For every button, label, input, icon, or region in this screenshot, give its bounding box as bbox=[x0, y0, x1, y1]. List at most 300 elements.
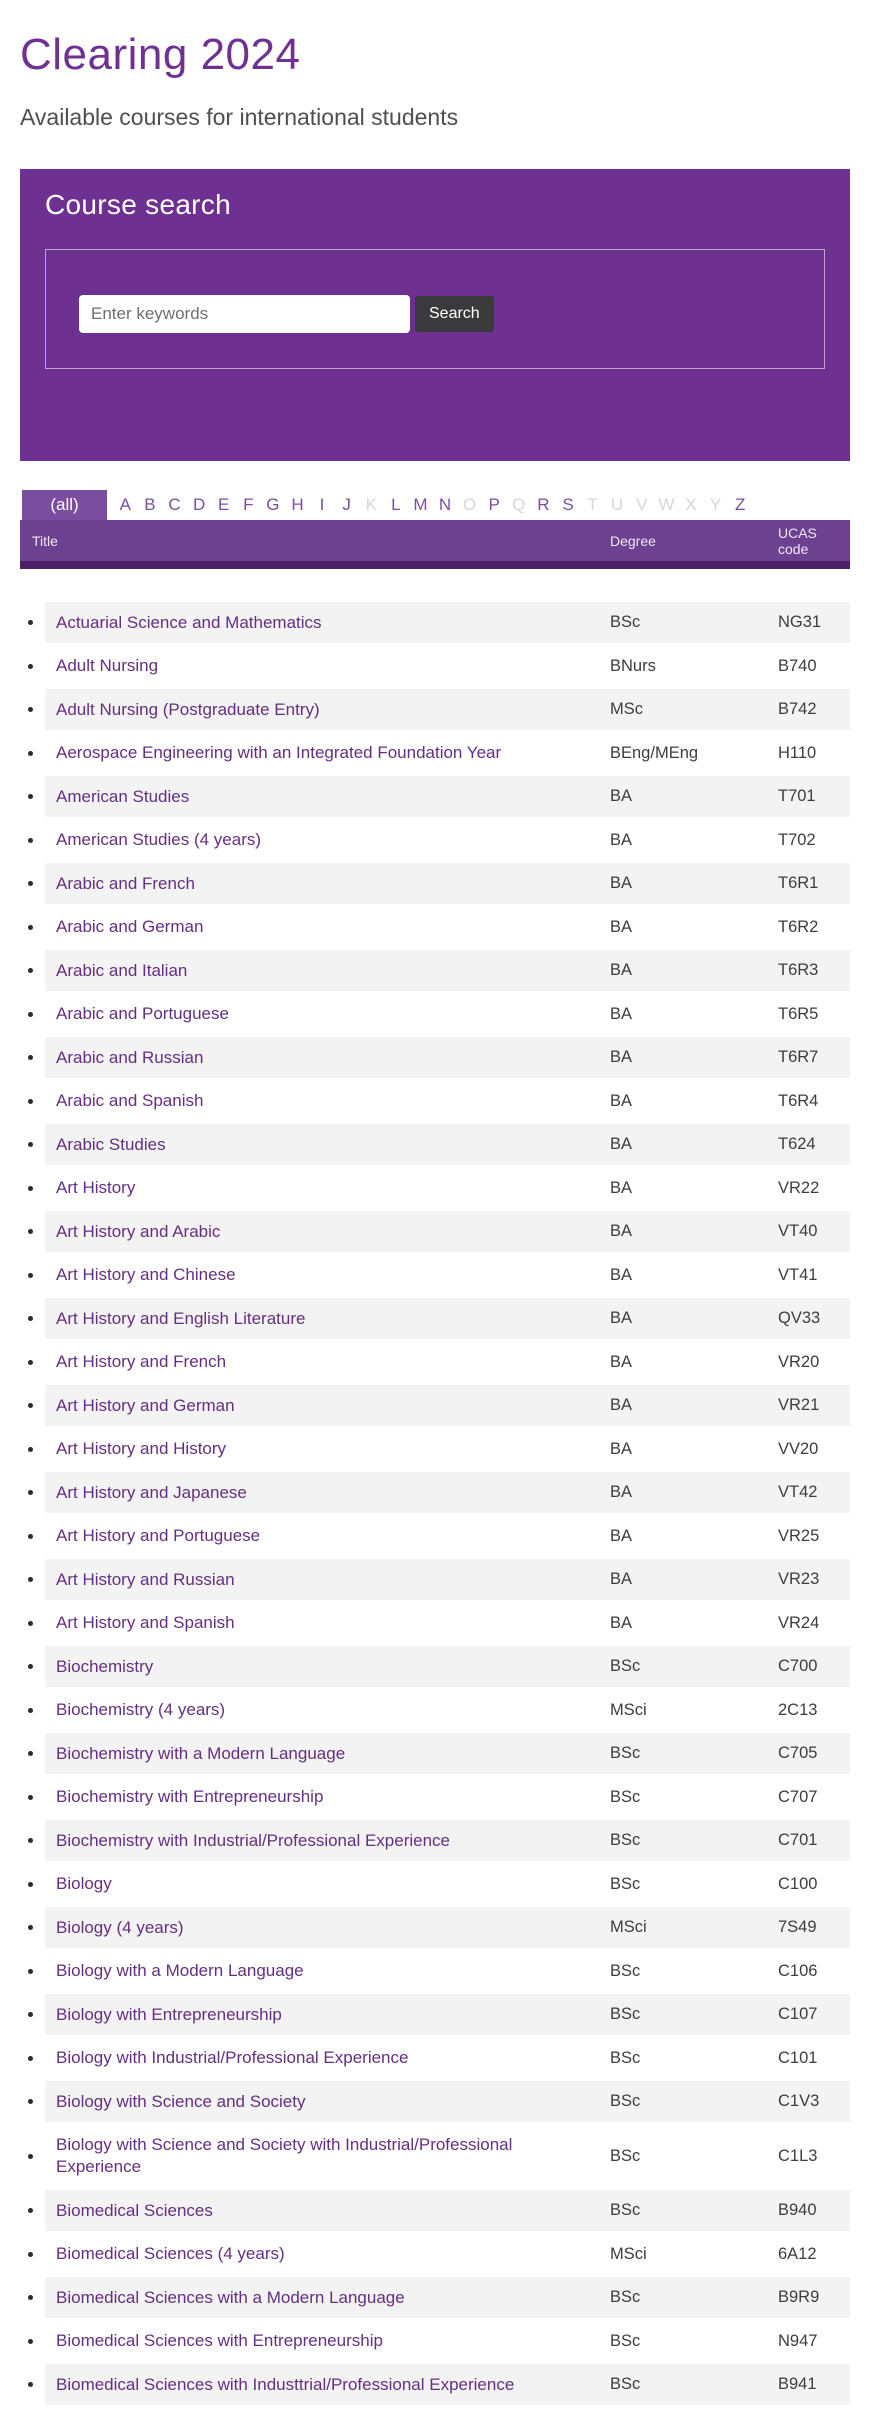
row-stripe bbox=[45, 1472, 850, 1513]
course-title-cell bbox=[45, 1395, 610, 1417]
row-stripe bbox=[45, 2125, 850, 2188]
letter-filter-a[interactable]: A bbox=[119, 495, 131, 514]
course-ucas-code-cell: B740 bbox=[778, 656, 817, 675]
row-stripe bbox=[45, 689, 850, 730]
bullet-icon bbox=[28, 1186, 33, 1191]
course-degree-cell: BA bbox=[610, 1178, 633, 1197]
search-button[interactable]: Search bbox=[415, 296, 494, 332]
row-stripe bbox=[45, 907, 850, 948]
course-ucas-code-cell: B940 bbox=[778, 2201, 817, 2219]
table-row bbox=[20, 1951, 850, 1992]
page-subtitle: Available courses for international students bbox=[20, 104, 459, 130]
letter-filter-q: Q bbox=[512, 495, 526, 514]
bullet-cell bbox=[20, 1733, 45, 1774]
table-row bbox=[20, 2321, 850, 2362]
course-degree-cell: BSc bbox=[610, 2005, 641, 2023]
row-stripe bbox=[45, 1124, 850, 1165]
table-row bbox=[20, 863, 850, 904]
table-row bbox=[20, 1298, 850, 1339]
table-row bbox=[20, 1124, 850, 1165]
row-stripe bbox=[45, 1429, 850, 1470]
row-stripe bbox=[45, 1690, 850, 1731]
bullet-icon bbox=[28, 620, 33, 625]
table-row bbox=[20, 1777, 850, 1818]
course-ucas-code-cell: C101 bbox=[778, 2048, 818, 2067]
course-title-cell bbox=[45, 1873, 610, 1895]
course-degree-cell: BA bbox=[610, 830, 633, 849]
table-row bbox=[20, 689, 850, 730]
course-ucas-code-cell: VR24 bbox=[778, 1613, 820, 1632]
course-title-link[interactable]: Arabic Studies bbox=[56, 1134, 166, 1154]
bullet-icon bbox=[28, 2056, 33, 2061]
course-ucas-code-cell: C701 bbox=[778, 1831, 818, 1849]
course-title-link[interactable]: Biology bbox=[56, 1874, 112, 1893]
table-header bbox=[20, 520, 850, 569]
course-title-link[interactable]: American Studies bbox=[56, 786, 190, 806]
course-title-link[interactable]: Art History and Chinese bbox=[56, 1265, 236, 1284]
course-degree-cell: BSc bbox=[610, 2375, 641, 2393]
course-title-link[interactable]: Biology with Science and Society bbox=[56, 2091, 306, 2111]
course-title-cell bbox=[45, 1264, 610, 1286]
letter-filter-j[interactable]: J bbox=[342, 495, 351, 514]
row-stripe bbox=[45, 863, 850, 904]
search-input[interactable] bbox=[79, 295, 410, 333]
table-row bbox=[20, 1559, 850, 1600]
course-title-link[interactable]: Biology with a Modern Language bbox=[56, 1961, 304, 1980]
course-title-cell bbox=[45, 829, 610, 851]
table-row bbox=[20, 776, 850, 817]
bullet-icon bbox=[28, 751, 33, 756]
letter-filter-o: O bbox=[462, 495, 477, 514]
course-title-link[interactable]: Art History and Spanish bbox=[56, 1613, 235, 1632]
course-title-cell bbox=[45, 1090, 610, 1112]
course-title-link[interactable]: Art History bbox=[56, 1178, 136, 1197]
course-title-cell bbox=[45, 1612, 610, 1634]
course-title-link[interactable]: Arabic and Spanish bbox=[56, 1091, 204, 1110]
course-degree-cell: BA bbox=[610, 1352, 633, 1371]
course-title-cell bbox=[45, 742, 610, 764]
row-stripe bbox=[45, 1951, 850, 1992]
course-title-cell bbox=[45, 1221, 610, 1243]
bullet-icon bbox=[28, 968, 33, 973]
course-title-cell bbox=[45, 1960, 610, 1982]
search-row bbox=[79, 295, 824, 333]
course-ucas-code-cell: T6R3 bbox=[778, 961, 819, 979]
letter-filter-l[interactable]: L bbox=[391, 495, 401, 514]
course-degree-cell: BA bbox=[610, 787, 633, 805]
course-title-cell bbox=[45, 2374, 610, 2396]
letter-filter-z[interactable]: Z bbox=[734, 495, 746, 514]
course-title-cell bbox=[45, 1569, 610, 1591]
course-title-link[interactable]: Biochemistry with a Modern Language bbox=[56, 1743, 346, 1763]
course-title-link[interactable]: Art History and Russian bbox=[56, 1569, 235, 1589]
row-stripe bbox=[45, 2190, 850, 2231]
row-stripe bbox=[45, 1298, 850, 1339]
course-ucas-code-cell: N947 bbox=[778, 2331, 818, 2350]
course-title-cell bbox=[45, 1656, 610, 1678]
bullet-icon bbox=[28, 2012, 33, 2017]
bullet-cell bbox=[20, 820, 45, 861]
course-title-cell bbox=[45, 1351, 610, 1373]
course-title-cell bbox=[45, 2134, 610, 2178]
course-title-cell bbox=[45, 2047, 610, 2069]
course-title-link[interactable]: Arabic and German bbox=[56, 917, 204, 936]
bullet-cell bbox=[20, 950, 45, 991]
bullet-cell bbox=[20, 2364, 45, 2405]
course-degree-cell: BSc bbox=[610, 2146, 641, 2165]
row-stripe bbox=[45, 1646, 850, 1687]
bullet-icon bbox=[28, 2252, 33, 2257]
search-fieldset bbox=[45, 249, 825, 369]
course-title-link[interactable]: Aerospace Engineering with an Integrated Foundation Year bbox=[56, 743, 502, 762]
bullet-cell bbox=[20, 602, 45, 643]
row-stripe bbox=[45, 1255, 850, 1296]
course-title-cell bbox=[45, 2200, 610, 2222]
row-stripe bbox=[45, 994, 850, 1035]
table-row bbox=[20, 2364, 850, 2405]
course-title-cell bbox=[45, 1786, 610, 1808]
letter-filter-c[interactable]: C bbox=[168, 495, 181, 514]
course-title-link[interactable]: Biochemistry (4 years) bbox=[56, 1700, 226, 1719]
bullet-icon bbox=[28, 2154, 33, 2159]
course-title-link[interactable]: Actuarial Science and Mathematics bbox=[56, 612, 322, 632]
course-degree-cell: BA bbox=[610, 1135, 633, 1153]
bullet-icon bbox=[28, 2099, 33, 2104]
bullet-cell bbox=[20, 1690, 45, 1731]
bullet-icon bbox=[28, 2339, 33, 2344]
course-title-link[interactable]: Biomedical Sciences with a Modern Language bbox=[56, 2287, 405, 2307]
bullet-cell bbox=[20, 1951, 45, 1992]
bullet-icon bbox=[28, 881, 33, 886]
course-degree-cell: BA bbox=[610, 1004, 633, 1023]
table-row bbox=[20, 2277, 850, 2318]
course-ucas-code-cell: 7S49 bbox=[778, 1918, 817, 1936]
course-title-cell bbox=[45, 1308, 610, 1330]
course-title-link[interactable]: Art History and French bbox=[56, 1352, 227, 1371]
course-degree-cell: BA bbox=[610, 1613, 633, 1632]
letter-filter-s[interactable]: S bbox=[562, 495, 574, 514]
course-title-link[interactable]: Biomedical Sciences (4 years) bbox=[56, 2244, 285, 2263]
course-search-panel bbox=[20, 169, 850, 461]
row-stripe bbox=[45, 602, 850, 643]
bullet-cell bbox=[20, 1820, 45, 1861]
row-stripe bbox=[45, 2321, 850, 2362]
letter-filter-m[interactable]: M bbox=[413, 495, 428, 514]
bullet-icon bbox=[28, 1142, 33, 1147]
letter-filter-f[interactable]: F bbox=[243, 495, 254, 514]
course-degree-cell: MSci bbox=[610, 1918, 647, 1936]
bullet-icon bbox=[28, 1838, 33, 1843]
table-row bbox=[20, 1168, 850, 1209]
bullet-cell bbox=[20, 1864, 45, 1905]
row-stripe bbox=[45, 2364, 850, 2405]
course-ucas-code-cell: T702 bbox=[778, 830, 816, 849]
bullet-icon bbox=[28, 1708, 33, 1713]
course-title-link[interactable]: Biochemistry with Industrial/Professional Experience bbox=[56, 1830, 451, 1850]
row-stripe bbox=[45, 1733, 850, 1774]
course-title-link[interactable]: Art History and Portuguese bbox=[56, 1526, 261, 1545]
course-title-link[interactable]: Adult Nursing (Postgraduate Entry) bbox=[56, 699, 320, 719]
course-degree-cell: BNurs bbox=[610, 656, 656, 675]
bullet-cell bbox=[20, 1211, 45, 1252]
bullet-cell bbox=[20, 1646, 45, 1687]
course-ucas-code-cell: H110 bbox=[778, 743, 817, 762]
bullet-cell bbox=[20, 1429, 45, 1470]
table-row bbox=[20, 950, 850, 991]
row-stripe bbox=[45, 1342, 850, 1383]
bullet-icon bbox=[28, 1447, 33, 1452]
table-row bbox=[20, 1907, 850, 1948]
course-title-cell bbox=[45, 655, 610, 677]
course-degree-cell: BSc bbox=[610, 1744, 641, 1762]
bullet-cell bbox=[20, 1385, 45, 1426]
table-row bbox=[20, 1646, 850, 1687]
row-stripe bbox=[45, 1864, 850, 1905]
bullet-cell bbox=[20, 1994, 45, 2035]
table-row bbox=[20, 1994, 850, 2035]
letter-filter-b[interactable]: B bbox=[144, 495, 156, 514]
letter-filter-t: T bbox=[587, 495, 598, 514]
course-title-cell bbox=[45, 1438, 610, 1460]
column-header-ucas-code: UCAS code bbox=[778, 524, 817, 557]
page-title: Clearing 2024 bbox=[20, 30, 301, 79]
letter-filter-d[interactable]: D bbox=[192, 495, 206, 514]
bullet-cell bbox=[20, 907, 45, 948]
bullet-cell bbox=[20, 689, 45, 730]
table-row bbox=[20, 1385, 850, 1426]
table-row bbox=[20, 1081, 850, 1122]
bullet-icon bbox=[28, 1664, 33, 1669]
course-ucas-code-cell: C1V3 bbox=[778, 2092, 820, 2110]
course-ucas-code-cell: T6R1 bbox=[778, 874, 819, 892]
bullet-cell bbox=[20, 1342, 45, 1383]
bullet-icon bbox=[28, 707, 33, 712]
bullet-cell bbox=[20, 2038, 45, 2079]
course-ucas-code-cell: VR20 bbox=[778, 1352, 820, 1371]
bullet-cell bbox=[20, 776, 45, 817]
course-ucas-code-cell: C1L3 bbox=[778, 2146, 818, 2165]
course-degree-cell: BA bbox=[610, 874, 633, 892]
bullet-cell bbox=[20, 1603, 45, 1644]
bullet-cell bbox=[20, 1298, 45, 1339]
letter-filter-u: U bbox=[611, 495, 624, 514]
course-ucas-code-cell: T6R2 bbox=[778, 917, 819, 936]
bullet-cell bbox=[20, 646, 45, 687]
course-title-link[interactable]: Art History and Japanese bbox=[56, 1482, 247, 1502]
course-degree-cell: BA bbox=[610, 1526, 633, 1545]
bullet-icon bbox=[28, 1403, 33, 1408]
course-degree-cell: BA bbox=[610, 1048, 633, 1066]
course-title-cell bbox=[45, 1177, 610, 1199]
bullet-cell bbox=[20, 1081, 45, 1122]
letter-filter-k: K bbox=[365, 495, 377, 514]
course-title-cell bbox=[45, 1917, 610, 1939]
course-ucas-code-cell: B941 bbox=[778, 2375, 817, 2393]
course-title-link[interactable]: Arabic and Italian bbox=[56, 960, 188, 980]
row-stripe bbox=[45, 1516, 850, 1557]
course-title-link[interactable]: American Studies (4 years) bbox=[56, 830, 262, 849]
course-title-link[interactable]: Biochemistry with Entrepreneurship bbox=[56, 1787, 324, 1806]
table-row bbox=[20, 907, 850, 948]
row-stripe bbox=[45, 1603, 850, 1644]
table-row bbox=[20, 820, 850, 861]
course-degree-cell: BA bbox=[610, 1483, 633, 1501]
row-stripe bbox=[45, 776, 850, 817]
filter-tab-all[interactable]: (all) bbox=[22, 490, 107, 520]
table-row bbox=[20, 1211, 850, 1252]
page-container bbox=[20, 30, 850, 2405]
course-ucas-code-cell: T701 bbox=[778, 787, 816, 805]
course-title-link[interactable]: Arabic and Portuguese bbox=[56, 1004, 229, 1023]
course-degree-cell: BSc bbox=[610, 613, 641, 631]
bullet-cell bbox=[20, 1124, 45, 1165]
course-title-link[interactable]: Art History and German bbox=[56, 1395, 235, 1415]
table-row bbox=[20, 2081, 850, 2122]
course-title-link[interactable]: Biology (4 years) bbox=[56, 1917, 184, 1937]
course-ucas-code-cell: B742 bbox=[778, 700, 817, 718]
letter-filter-h[interactable]: H bbox=[291, 495, 304, 514]
course-title-link[interactable]: Biology with Science and Society with Industrial/Professional Experience bbox=[56, 2135, 513, 2176]
course-degree-cell: BSc bbox=[610, 2092, 641, 2110]
course-ucas-code-cell: VT41 bbox=[778, 1265, 818, 1284]
course-degree-cell: MSci bbox=[610, 2244, 647, 2263]
bullet-cell bbox=[20, 1037, 45, 1078]
table-row bbox=[20, 1429, 850, 1470]
bullet-icon bbox=[28, 1534, 33, 1539]
row-stripe bbox=[45, 2038, 850, 2079]
table-row bbox=[20, 2125, 850, 2188]
table-row bbox=[20, 1733, 850, 1774]
course-title-cell bbox=[45, 2004, 610, 2026]
bullet-icon bbox=[28, 664, 33, 669]
letter-filter-i[interactable]: I bbox=[319, 495, 325, 514]
bullet-cell bbox=[20, 863, 45, 904]
column-header-degree: Degree bbox=[610, 532, 656, 549]
course-title-link[interactable]: Biomedical Sciences bbox=[56, 2200, 213, 2220]
bullet-icon bbox=[28, 1099, 33, 1104]
course-title-cell bbox=[45, 2091, 610, 2113]
table-row bbox=[20, 1516, 850, 1557]
course-title-cell bbox=[45, 916, 610, 938]
row-stripe bbox=[45, 1211, 850, 1252]
table-row bbox=[20, 1037, 850, 1078]
row-stripe bbox=[45, 733, 850, 774]
row-stripe bbox=[45, 1907, 850, 1948]
bullet-icon bbox=[28, 2295, 33, 2300]
course-degree-cell: BA bbox=[610, 961, 633, 979]
row-stripe bbox=[45, 950, 850, 991]
letter-filter-p[interactable]: P bbox=[488, 495, 500, 514]
course-degree-cell: BSc bbox=[610, 2331, 641, 2350]
bullet-icon bbox=[28, 794, 33, 799]
course-title-link[interactable]: Adult Nursing bbox=[56, 656, 159, 675]
course-degree-cell: BSc bbox=[610, 1874, 641, 1893]
bullet-cell bbox=[20, 1907, 45, 1948]
bullet-icon bbox=[28, 1316, 33, 1321]
course-degree-cell: MSc bbox=[610, 700, 643, 718]
course-title-link[interactable]: Arabic and Russian bbox=[56, 1047, 204, 1067]
course-title-cell bbox=[45, 1743, 610, 1765]
course-title-link[interactable]: Arabic and French bbox=[56, 873, 195, 893]
bullet-icon bbox=[28, 1490, 33, 1495]
course-degree-cell: BA bbox=[610, 1222, 633, 1240]
course-title-link[interactable]: Biology with Entrepreneurship bbox=[56, 2004, 282, 2024]
row-stripe bbox=[45, 1081, 850, 1122]
course-title-link[interactable]: Biology with Industrial/Professional Experience bbox=[56, 2048, 409, 2067]
course-list bbox=[20, 602, 850, 2405]
course-degree-cell: BEng/MEng bbox=[610, 743, 699, 762]
table-row bbox=[20, 1690, 850, 1731]
course-title-link[interactable]: Art History and English Literature bbox=[56, 1308, 306, 1328]
course-degree-cell: BA bbox=[610, 1309, 633, 1327]
course-title-link[interactable]: Biochemistry bbox=[56, 1656, 154, 1676]
course-ucas-code-cell: C107 bbox=[778, 2005, 818, 2023]
course-title-link[interactable]: Art History and Arabic bbox=[56, 1221, 221, 1241]
letter-filter-w: W bbox=[658, 495, 675, 514]
table-row bbox=[20, 1342, 850, 1383]
course-title-link[interactable]: Art History and History bbox=[56, 1439, 227, 1458]
row-stripe bbox=[45, 646, 850, 687]
row-stripe bbox=[45, 1385, 850, 1426]
table-row bbox=[20, 994, 850, 1035]
row-stripe bbox=[45, 1994, 850, 2035]
course-ucas-code-cell: T6R5 bbox=[778, 1004, 819, 1023]
course-title-cell bbox=[45, 960, 610, 982]
row-stripe bbox=[45, 1820, 850, 1861]
table-row bbox=[20, 1864, 850, 1905]
course-degree-cell: BSc bbox=[610, 1961, 641, 1980]
course-ucas-code-cell: VR21 bbox=[778, 1396, 820, 1414]
course-degree-cell: MSci bbox=[610, 1700, 647, 1719]
row-stripe bbox=[45, 1168, 850, 1209]
course-ucas-code-cell: NG31 bbox=[778, 613, 822, 631]
bullet-cell bbox=[20, 1472, 45, 1513]
table-row bbox=[20, 1820, 850, 1861]
course-degree-cell: BSc bbox=[610, 1787, 641, 1806]
bullet-cell bbox=[20, 733, 45, 774]
bullet-icon bbox=[28, 1273, 33, 1278]
course-degree-cell: BSc bbox=[610, 2288, 641, 2306]
course-title-cell bbox=[45, 1699, 610, 1721]
bullet-cell bbox=[20, 2234, 45, 2275]
letter-filter-g[interactable]: G bbox=[266, 495, 280, 514]
letter-filter-v: V bbox=[636, 495, 648, 514]
row-stripe bbox=[45, 820, 850, 861]
course-ucas-code-cell: T6R7 bbox=[778, 1048, 819, 1066]
letter-filter-n[interactable]: N bbox=[438, 495, 452, 514]
table-row bbox=[20, 1255, 850, 1296]
course-title-link[interactable]: Biomedical Sciences with Industtrial/Professional Experience bbox=[56, 2374, 515, 2394]
letter-filter-e[interactable]: E bbox=[218, 495, 230, 514]
bullet-cell bbox=[20, 2321, 45, 2362]
course-ucas-code-cell: VV20 bbox=[778, 1439, 819, 1458]
course-ucas-code-cell: C106 bbox=[778, 1961, 818, 1980]
letter-filter-r[interactable]: R bbox=[537, 495, 550, 514]
course-title-cell bbox=[45, 1525, 610, 1547]
row-stripe bbox=[45, 2234, 850, 2275]
course-ucas-code-cell: VT42 bbox=[778, 1483, 818, 1501]
table-row bbox=[20, 2190, 850, 2231]
table-row bbox=[20, 1603, 850, 1644]
course-degree-cell: BSc bbox=[610, 2201, 641, 2219]
course-ucas-code-cell: VR25 bbox=[778, 1526, 820, 1545]
row-stripe bbox=[45, 1037, 850, 1078]
bullet-cell bbox=[20, 1777, 45, 1818]
bullet-icon bbox=[28, 1925, 33, 1930]
course-ucas-code-cell: C100 bbox=[778, 1874, 818, 1893]
course-title-link[interactable]: Biomedical Sciences with Entrepreneurship bbox=[56, 2331, 383, 2350]
bullet-icon bbox=[28, 1882, 33, 1887]
